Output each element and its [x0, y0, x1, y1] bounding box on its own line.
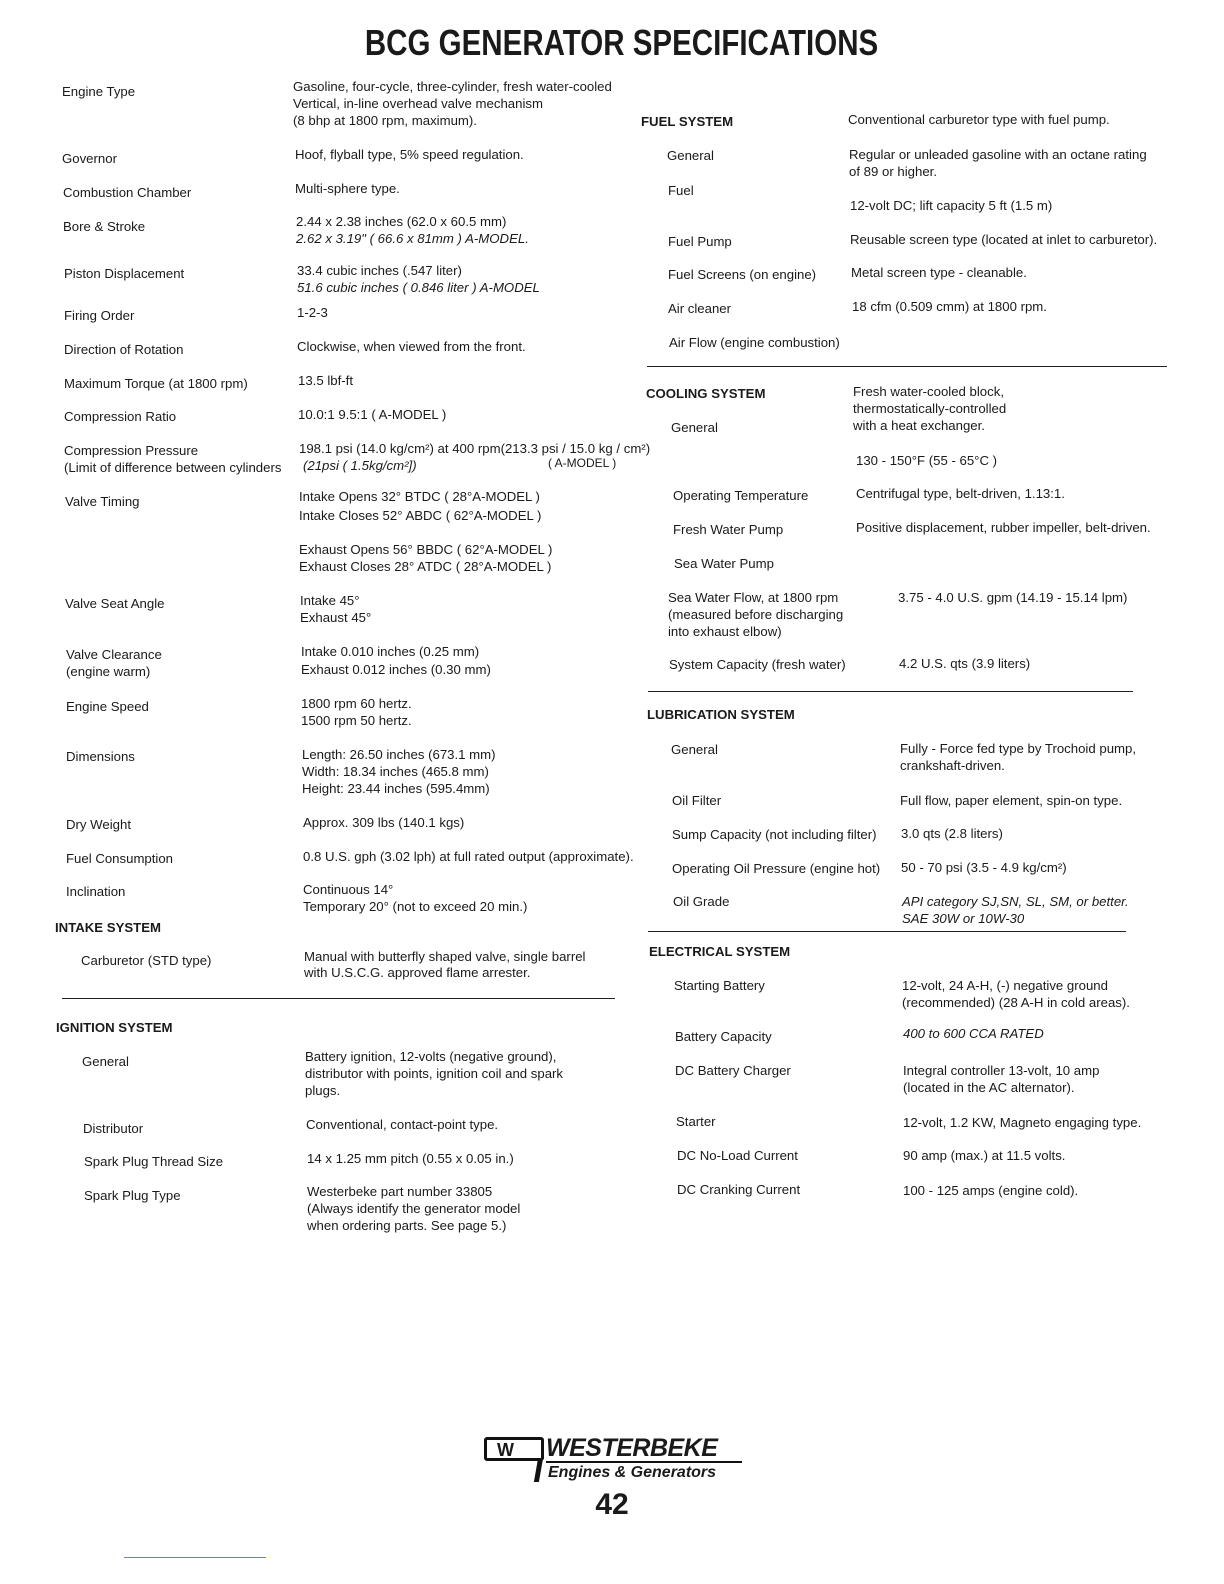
combustion-value: Multi-sphere type.: [295, 181, 400, 196]
oil-grade-value: SAE 30W or 10W-30: [902, 911, 1025, 926]
westerbeke-logo: [480, 1432, 750, 1487]
inclination-value: Temporary 20° (not to exceed 20 min.): [303, 899, 528, 914]
page-number: 42: [595, 1488, 629, 1521]
starter-label: Starter: [676, 1114, 716, 1129]
compression-pressure-label: Compression Pressure: [64, 443, 199, 458]
valve-clearance-label: (engine warm): [66, 664, 151, 679]
page-title: BCG GENERATOR SPECIFICATIONS: [364, 22, 879, 63]
logo-mark-icon: W: [497, 1440, 514, 1460]
logo-mark-box: [484, 1437, 544, 1461]
lubrication-system-heading: LUBRICATION SYSTEM: [647, 707, 795, 722]
bore-stroke-value-a-model: 2.62 x 3.19" ( 66.6 x 81mm ) A-MODEL.: [296, 231, 529, 246]
ignition-general-value: distributor with points, ignition coil and spark: [305, 1066, 564, 1081]
compression-ratio-value: 10.0:1 9.5:1 ( A-MODEL ): [298, 407, 447, 422]
fuel-system-value: Conventional carburetor type with fuel pump.: [848, 112, 1110, 127]
dry-weight-label: Dry Weight: [66, 817, 131, 832]
torque-value: 13.5 lbf-ft: [298, 373, 353, 388]
footer-line: [124, 1557, 266, 1558]
fuel-general-value: Regular or unleaded gasoline with an octane rating: [849, 147, 1147, 162]
piston-value: 33.4 cubic inches (.547 liter): [297, 263, 462, 278]
torque-label: Maximum Torque (at 1800 rpm): [64, 376, 248, 391]
cooling-system-value: with a heat exchanger.: [853, 418, 985, 433]
ignition-general-value: Battery ignition, 12-volts (negative ground),: [305, 1049, 557, 1064]
intake-system-heading: INTAKE SYSTEM: [55, 920, 161, 935]
rotation-value: Clockwise, when viewed from the front.: [297, 339, 526, 354]
fuel-label: Fuel: [668, 183, 694, 198]
electrical-system-heading: ELECTRICAL SYSTEM: [649, 944, 791, 959]
valve-clearance-value: Intake 0.010 inches (0.25 mm): [301, 644, 480, 659]
inclination-label: Inclination: [66, 884, 126, 899]
governor-value: Hoof, flyball type, 5% speed regulation.: [295, 147, 524, 162]
valve-timing-value: Exhaust Opens 56° BBDC ( 62°A-MODEL ): [299, 542, 553, 557]
dc-battery-charger-value: (located in the AC alternator).: [903, 1080, 1075, 1095]
governor-label: Governor: [62, 151, 117, 166]
valve-timing-label: Valve Timing: [65, 494, 140, 509]
fuel-screens-label: Fuel Screens (on engine): [668, 267, 817, 282]
air-cleaner-label: Air cleaner: [668, 301, 732, 316]
inclination-value: Continuous 14°: [303, 882, 394, 897]
dimensions-value: Height: 23.44 inches (595.4mm): [302, 781, 490, 796]
engine-speed-value: 1500 rpm 50 hertz.: [301, 713, 412, 728]
dimensions-label: Dimensions: [66, 749, 135, 764]
section-divider: [62, 998, 615, 999]
cooling-system-value: thermostatically-controlled: [853, 401, 1007, 416]
carburetor-label: Carburetor (STD type): [81, 953, 212, 968]
dc-no-load-value: 90 amp (max.) at 11.5 volts.: [903, 1148, 1066, 1163]
valve-seat-value: Intake 45°: [300, 593, 360, 608]
ignition-system-heading: IGNITION SYSTEM: [56, 1020, 173, 1035]
engine-type-label: Engine Type: [62, 84, 136, 99]
fuel-general-value: of 89 or higher.: [849, 164, 937, 179]
engine-speed-label: Engine Speed: [66, 699, 149, 714]
carburetor-value: with U.S.C.G. approved flame arrester.: [304, 965, 531, 980]
dc-no-load-label: DC No-Load Current: [677, 1148, 798, 1163]
carburetor-value: Manual with butterfly shaped valve, single barrel: [304, 949, 586, 964]
spark-plug-type-value: Westerbeke part number 33805: [307, 1184, 493, 1199]
lube-general-value: Fully - Force fed type by Trochoid pump,: [900, 741, 1137, 756]
rotation-label: Direction of Rotation: [64, 342, 184, 357]
starting-battery-label: Starting Battery: [674, 978, 765, 993]
valve-seat-value: Exhaust 45°: [300, 610, 372, 625]
compression-ratio-label: Compression Ratio: [64, 409, 177, 424]
combustion-label: Combustion Chamber: [63, 185, 192, 200]
sump-capacity-value: 3.0 qts (2.8 liters): [901, 826, 1003, 841]
sea-water-flow-label: (measured before discharging: [668, 607, 844, 622]
compression-pressure-model: ( A-MODEL ): [548, 456, 617, 470]
fuel-consumption-label: Fuel Consumption: [66, 851, 174, 866]
piston-label: Piston Displacement: [64, 266, 185, 281]
piston-value-a-model: 51.6 cubic inches ( 0.846 liter ) A-MODEL: [297, 280, 540, 295]
operating-temp-label: Operating Temperature: [673, 488, 809, 503]
distributor-label: Distributor: [83, 1121, 144, 1136]
starter-value: 12-volt, 1.2 KW, Magneto engaging type.: [903, 1115, 1142, 1130]
valve-timing-value: Exhaust Closes 28° ATDC ( 28°A-MODEL ): [299, 559, 552, 574]
fuel-pump-label: Fuel Pump: [668, 234, 732, 249]
dimensions-value: Width: 18.34 inches (465.8 mm): [302, 764, 489, 779]
battery-capacity-value: 400 to 600 CCA RATED: [903, 1026, 1044, 1041]
dc-cranking-value: 100 - 125 amps (engine cold).: [903, 1183, 1079, 1198]
cooling-system-value: Fresh water-cooled block,: [853, 384, 1004, 399]
air-flow-label: Air Flow (engine combustion): [669, 335, 840, 350]
spark-plug-thread-value: 14 x 1.25 mm pitch (0.55 x 0.05 in.): [307, 1151, 514, 1166]
fuel-general-label: General: [667, 148, 714, 163]
sump-capacity-label: Sump Capacity (not including filter): [672, 827, 877, 842]
spark-plug-thread-label: Spark Plug Thread Size: [84, 1154, 224, 1169]
dry-weight-value: Approx. 309 lbs (140.1 kgs): [303, 815, 465, 830]
oil-filter-value: Full flow, paper element, spin-on type.: [900, 793, 1123, 808]
fuel-value: 12-volt DC; lift capacity 5 ft (1.5 m): [850, 198, 1053, 213]
section-divider: [647, 366, 1167, 367]
logo-tagline: Engines & Generators: [548, 1464, 717, 1481]
firing-order-label: Firing Order: [64, 308, 135, 323]
cooling-system-heading: COOLING SYSTEM: [646, 386, 766, 401]
oil-pressure-label: Operating Oil Pressure (engine hot): [672, 861, 881, 876]
spark-plug-type-value: when ordering parts. See page 5.): [307, 1218, 507, 1233]
lube-general-value: crankshaft-driven.: [900, 758, 1005, 773]
system-capacity-value: 4.2 U.S. qts (3.9 liters): [899, 656, 1031, 671]
valve-clearance-value: Exhaust 0.012 inches (0.30 mm): [301, 662, 491, 677]
engine-type-value: Gasoline, four-cycle, three-cylinder, fresh water-cooled: [293, 79, 612, 94]
dc-battery-charger-label: DC Battery Charger: [675, 1063, 791, 1078]
valve-seat-label: Valve Seat Angle: [65, 596, 165, 611]
ignition-general-label: General: [82, 1054, 129, 1069]
operating-temp-value: Centrifugal type, belt-driven, 1.13:1.: [856, 486, 1065, 501]
fuel-system-heading: FUEL SYSTEM: [641, 114, 734, 129]
ignition-general-value: plugs.: [305, 1083, 341, 1098]
fuel-pump-value: Reusable screen type (located at inlet to carburetor).: [850, 232, 1158, 247]
valve-timing-value: Intake Opens 32° BTDC ( 28°A-MODEL ): [299, 489, 540, 504]
logo-underline: [546, 1461, 742, 1463]
battery-capacity-label: Battery Capacity: [675, 1029, 772, 1044]
sea-water-flow-label: into exhaust elbow): [668, 624, 782, 639]
firing-order-value: 1-2-3: [297, 305, 328, 320]
oil-grade-label: Oil Grade: [673, 894, 730, 909]
bore-stroke-value: 2.44 x 2.38 inches (62.0 x 60.5 mm): [296, 214, 507, 229]
logo-bar: [534, 1458, 543, 1482]
cooling-temp-value: 130 - 150°F (55 - 65°C ): [856, 453, 998, 468]
spark-plug-type-label: Spark Plug Type: [84, 1188, 181, 1203]
engine-type-value: Vertical, in-line overhead valve mechanism: [293, 96, 543, 111]
oil-pressure-value: 50 - 70 psi (3.5 - 4.9 kg/cm²): [901, 860, 1067, 875]
dimensions-value: Length: 26.50 inches (673.1 mm): [302, 747, 496, 762]
engine-type-value: (8 bhp at 1800 rpm, maximum).: [293, 113, 477, 128]
fuel-consumption-value: 0.8 U.S. gph (3.02 lph) at full rated output (approximate).: [303, 849, 634, 864]
bore-stroke-label: Bore & Stroke: [63, 219, 146, 234]
system-capacity-label: System Capacity (fresh water): [669, 657, 846, 672]
cooling-general-label: General: [671, 420, 718, 435]
lube-general-label: General: [671, 742, 718, 757]
logo-brand: WESTERBEKE: [546, 1434, 718, 1462]
oil-grade-value: API category SJ,SN, SL, SM, or better.: [902, 894, 1129, 909]
sea-water-pump-label: Sea Water Pump: [674, 556, 774, 571]
valve-clearance-label: Valve Clearance: [66, 647, 162, 662]
compression-pressure-value: 198.1 psi (14.0 kg/cm²) at 400 rpm(213.3 psi / 15.0 kg / cm²): [299, 441, 651, 456]
dc-cranking-label: DC Cranking Current: [677, 1182, 801, 1197]
section-divider: [648, 931, 1126, 932]
compression-pressure-limit: (21psi ( 1.5kg/cm²]): [303, 458, 417, 473]
spark-plug-type-value: (Always identify the generator model: [307, 1201, 521, 1216]
section-divider: [648, 691, 1133, 692]
oil-filter-label: Oil Filter: [672, 793, 722, 808]
dc-battery-charger-value: Integral controller 13-volt, 10 amp: [903, 1063, 1100, 1078]
starting-battery-value: (recommended) (28 A-H in cold areas).: [902, 995, 1130, 1010]
compression-pressure-label: (Limit of difference between cylinders: [64, 460, 282, 475]
fresh-water-pump-value: Positive displacement, rubber impeller, belt-driven.: [856, 520, 1151, 535]
distributor-value: Conventional, contact-point type.: [306, 1117, 499, 1132]
valve-timing-value: Intake Closes 52° ABDC ( 62°A-MODEL ): [299, 508, 542, 523]
starting-battery-value: 12-volt, 24 A-H, (-) negative ground: [902, 978, 1108, 993]
fresh-water-pump-label: Fresh Water Pump: [673, 522, 784, 537]
air-cleaner-value: 18 cfm (0.509 cmm) at 1800 rpm.: [852, 299, 1047, 314]
fuel-screens-value: Metal screen type - cleanable.: [851, 265, 1027, 280]
engine-speed-value: 1800 rpm 60 hertz.: [301, 696, 412, 711]
sea-water-flow-label: Sea Water Flow, at 1800 rpm: [668, 590, 839, 605]
sea-water-flow-value: 3.75 - 4.0 U.S. gpm (14.19 - 15.14 lpm): [898, 590, 1128, 605]
